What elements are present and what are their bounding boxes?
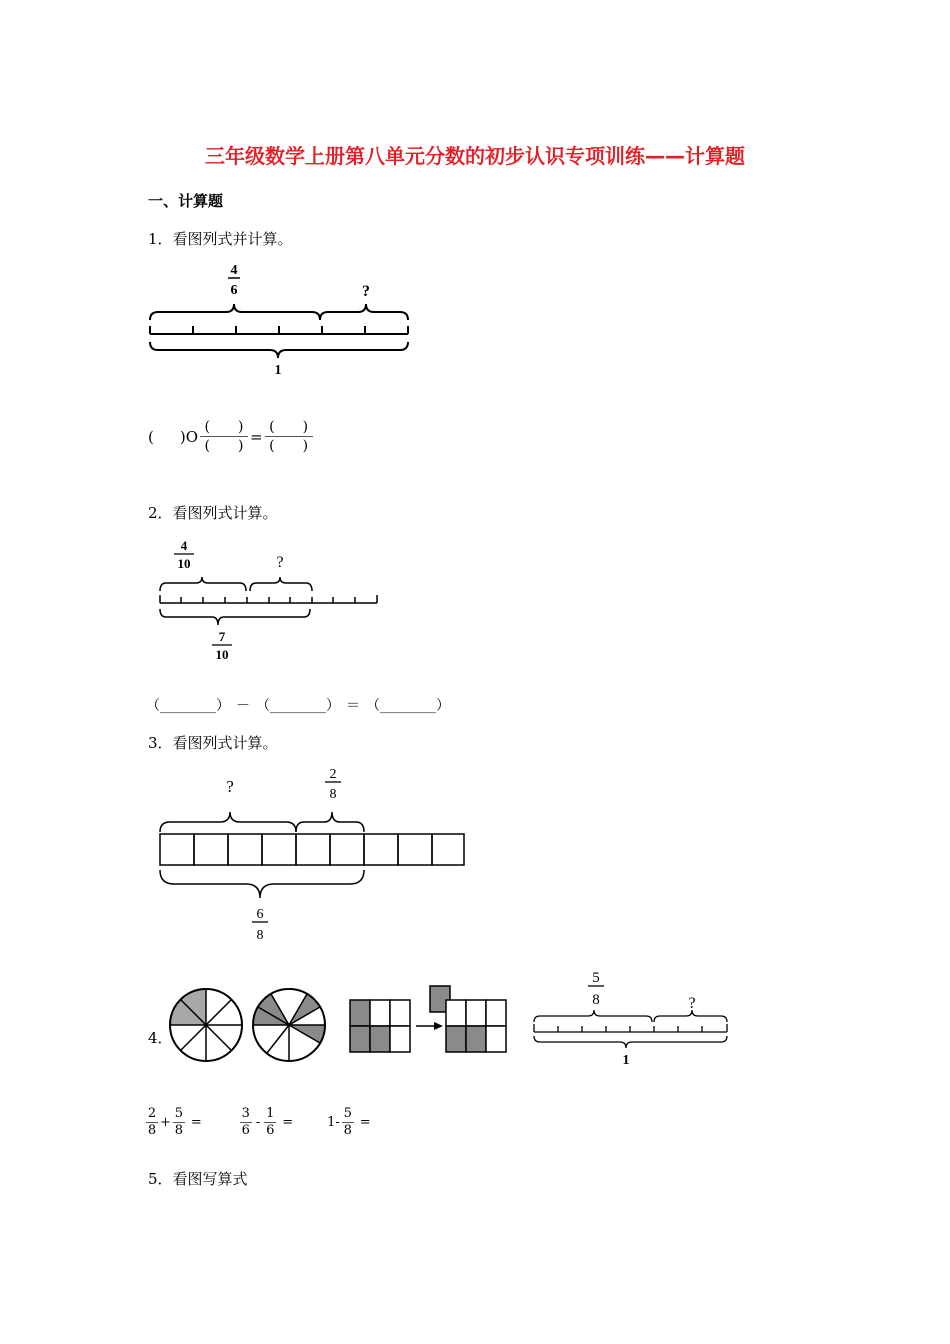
q2-blank-3[interactable]: （________）: [366, 698, 450, 714]
q4-e1-a-denominator: 8: [147, 1123, 157, 1138]
q4-line-numerator: 5: [592, 970, 600, 986]
q2-bottom-denominator: 10: [215, 647, 229, 662]
q2-equation: [146, 695, 450, 715]
q1-top-brace-right: [320, 304, 408, 320]
q3-cells: [160, 834, 464, 865]
q4-e2-equals: =: [282, 1115, 294, 1130]
question-2-label: 2．看图列式计算。: [148, 504, 278, 522]
q4-grid-diagram: [348, 984, 510, 1056]
q2-bottom-numerator: 7: [218, 629, 226, 644]
q4-pie-charts: [168, 986, 330, 1066]
q2-blank-2[interactable]: （________）: [256, 698, 340, 714]
q4-line-diagram: [526, 964, 736, 1070]
q1-equation: [148, 418, 315, 455]
q1-unknown-mark: ?: [362, 283, 370, 300]
q2-line-diagram: [150, 535, 390, 665]
q1-equals: =: [250, 427, 263, 446]
q1-top-numerator: 4: [230, 263, 238, 278]
q1-fraction-1-numerator[interactable]: ( ): [204, 419, 244, 435]
q1-top-denominator: 6: [230, 283, 238, 298]
q2-unknown-mark: ?: [276, 554, 284, 571]
q4-expressions: [144, 1106, 371, 1139]
q1-top-brace-left: [150, 304, 320, 320]
q4-e3-equals: =: [359, 1115, 371, 1130]
q4-e3-whole: 1-: [327, 1115, 340, 1130]
q4-e2-a-denominator: 6: [241, 1123, 250, 1138]
q4-e2-operator: -: [255, 1115, 261, 1130]
q4-pie-1: [170, 989, 242, 1061]
q1-bottom-brace: [150, 342, 408, 358]
q2-equals: ＝: [346, 698, 360, 714]
q1-whole-label: 1: [274, 363, 282, 378]
q4-unknown-mark: ?: [688, 995, 696, 1012]
q2-minus: －: [236, 698, 250, 714]
q4-e2-a-numerator: 3: [241, 1106, 250, 1121]
q4-whole-label: 1: [622, 1053, 630, 1068]
q4-line-denominator: 8: [592, 992, 600, 1008]
q1-ticks: [150, 326, 408, 334]
q3-top-denominator: 8: [329, 787, 337, 802]
q1-paren-close-op: )O: [179, 427, 199, 446]
q1-paren-open: (: [148, 427, 154, 446]
q3-bottom-numerator: 6: [256, 907, 264, 922]
q3-unknown-mark: ?: [226, 777, 234, 796]
q4-e3-b-numerator: 5: [343, 1106, 352, 1121]
q1-fraction-2-denominator[interactable]: ( ): [269, 438, 309, 454]
question-4-label: 4．: [148, 1029, 173, 1047]
q4-e2-b-numerator: 1: [266, 1106, 275, 1121]
question-1-label: 1．看图列式并计算。: [148, 230, 293, 248]
q4-e1-a-numerator: 2: [147, 1106, 157, 1121]
q3-bar-diagram: [150, 762, 480, 944]
q3-top-numerator: 2: [329, 767, 337, 782]
q2-top-denominator: 10: [177, 556, 191, 571]
q4-e2-b-denominator: 6: [266, 1123, 275, 1138]
q4-arrow-icon: [434, 1022, 443, 1030]
q4-pie-2: [253, 989, 325, 1061]
q1-fraction-2-numerator[interactable]: ( ): [269, 419, 309, 435]
page-title: 三年级数学上册第八单元分数的初步认识专项训练——计算题: [205, 144, 745, 168]
q4-e1-operator: +: [160, 1115, 171, 1130]
q4-e3-b-denominator: 8: [343, 1123, 352, 1138]
q1-line-diagram: [140, 260, 420, 380]
section-heading: 一、计算题: [148, 192, 224, 210]
q4-e1-equals: =: [190, 1115, 202, 1130]
q3-bottom-denominator: 8: [256, 928, 264, 943]
question-5-label: 5．看图写算式: [148, 1170, 248, 1188]
question-3-label: 3．看图列式计算。: [148, 734, 278, 752]
q2-blank-1[interactable]: （________）: [146, 698, 230, 714]
q1-fraction-1-denominator[interactable]: ( ): [204, 438, 244, 454]
q2-top-numerator: 4: [180, 538, 188, 553]
q4-e1-b-denominator: 8: [174, 1123, 184, 1138]
q4-e1-b-numerator: 5: [174, 1106, 184, 1121]
